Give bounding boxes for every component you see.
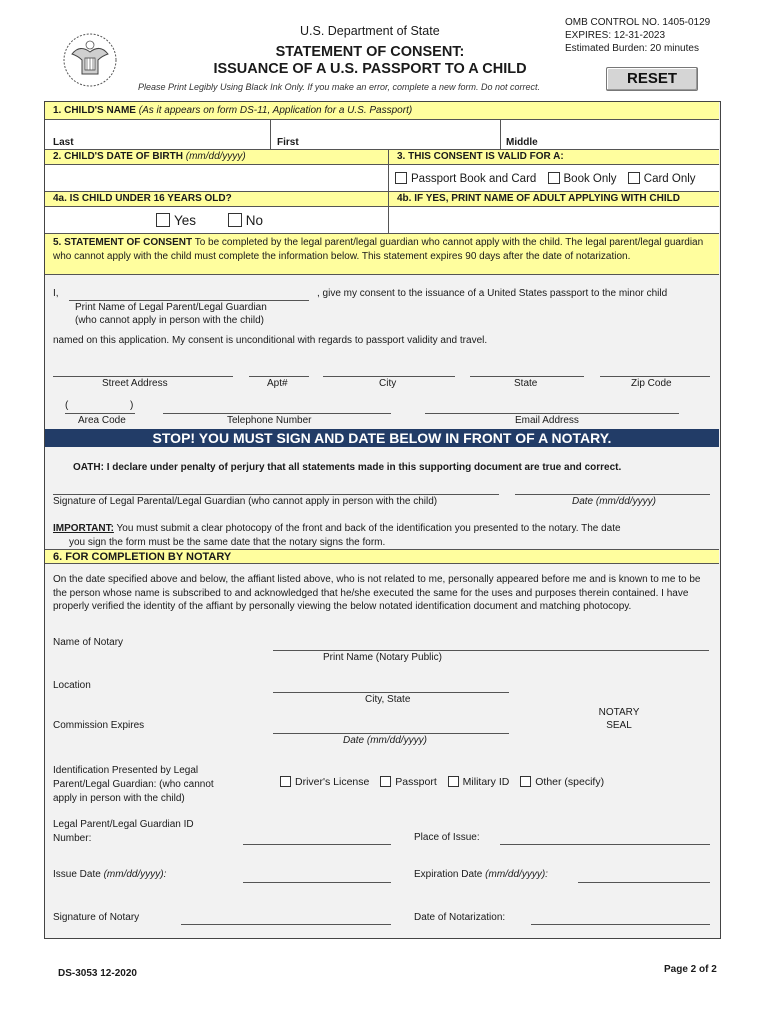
option-label: Driver's License [295, 776, 370, 788]
location-label: Location [53, 680, 91, 691]
zip-line[interactable] [600, 376, 710, 377]
id-number-line-2: Number: [53, 833, 92, 844]
child-name-input[interactable] [45, 120, 719, 150]
issue-date-label [53, 869, 166, 880]
divider [500, 120, 501, 150]
adult-name-input[interactable] [388, 207, 719, 233]
title-line-1: STATEMENT OF CONSENT: [275, 44, 465, 60]
expiration-date-note: (mm/dd/yyyy): [485, 869, 548, 880]
id-presented-label [53, 764, 214, 806]
city-label: City [379, 378, 397, 389]
option-other[interactable] [520, 776, 604, 788]
area-code-line[interactable] [65, 413, 135, 414]
section-4a-header [45, 191, 388, 207]
city-state-label: City, State [365, 694, 411, 705]
section-5-title: 5. STATEMENT OF CONSENT [53, 237, 193, 248]
form-title [170, 44, 570, 78]
option-drivers-license[interactable] [280, 776, 369, 788]
section-5-description: To be completed by the legal parent/legal guardian who cannot apply with the child. The legal parent/legal guardian who cannot apply with the child must complete the information below. This statement expires 90 days after the date of notarization. [53, 237, 704, 262]
street-label: Street Address [102, 378, 168, 389]
option-label: Passport [395, 776, 437, 788]
option-military-id[interactable] [448, 776, 510, 788]
checkbox-other[interactable] [520, 776, 531, 787]
expiration-date-label [414, 869, 548, 880]
section-3-title: 3. THIS CONSENT IS VALID FOR A: [397, 151, 564, 162]
option-no[interactable] [228, 213, 263, 228]
parent-signature-line[interactable] [53, 494, 499, 495]
section-6-header [45, 549, 719, 564]
section-6-title: 6. FOR COMPLETION BY NOTARY [53, 551, 232, 563]
notary-signature-line[interactable] [181, 924, 391, 925]
print-name-notary-label: Print Name (Notary Public) [323, 652, 442, 663]
notary-seal-line-1: NOTARY [598, 707, 640, 718]
commission-expires-line[interactable] [273, 733, 509, 734]
option-passport[interactable] [380, 776, 436, 788]
option-label: Other (specify) [535, 776, 605, 788]
place-of-issue-line[interactable] [500, 844, 710, 845]
title-line-2: ISSUANCE OF A U.S. PASSPORT TO A CHILD [213, 61, 527, 77]
date-of-notarization-label: Date of Notarization: [414, 912, 506, 923]
area-code-label: Area Code [78, 415, 126, 426]
divider [270, 120, 271, 150]
checkbox-no[interactable] [228, 213, 242, 227]
option-label: Book Only [563, 173, 617, 185]
omb-control-number: OMB CONTROL NO. 1405-0129 [565, 17, 711, 28]
email-line[interactable] [425, 413, 679, 414]
form-id: DS-3053 12-2020 [58, 968, 137, 979]
date-of-birth-input[interactable] [45, 165, 388, 191]
id-number-line-1: Legal Parent/Legal Guardian ID [53, 819, 194, 830]
notary-statement: On the date specified above and below, the affiant listed above, who is not related to me, personally appeared before me and is known to me to be the person whose name is subscribed to and acknowledged that he/she executed the same for the uses and purposes therein contained. I have properly verified the identity of the affiant by personally viewing the below notated identification document and matching photocopy. [53, 574, 701, 612]
area-paren-open: ( [65, 400, 69, 411]
expiration-date-line[interactable] [578, 882, 710, 883]
checkbox-book-only[interactable] [548, 172, 560, 184]
yes-label: Yes [174, 213, 197, 228]
checkbox-card-only[interactable] [628, 172, 640, 184]
signature-date-label: Date (mm/dd/yyyy) [572, 496, 656, 507]
department-name: U.S. Department of State [300, 24, 440, 38]
i-label: I, [53, 288, 59, 299]
section-4b-header [388, 191, 719, 207]
instructions: Please Print Legibly Using Black Ink Only. If you make an error, complete a new form. Do not correct. [138, 82, 541, 92]
form-body [44, 101, 721, 939]
option-label: Passport Book and Card [411, 173, 537, 185]
section-4a-title: 4a. IS CHILD UNDER 16 YEARS OLD? [53, 193, 232, 204]
print-name-label: Print Name of Legal Parent/Legal Guardian [75, 302, 267, 313]
location-line[interactable] [273, 692, 509, 693]
signature-of-notary-label: Signature of Notary [53, 912, 140, 923]
id-presented-line-1: Identification Presented by Legal [53, 765, 199, 776]
option-label: Military ID [462, 776, 510, 788]
consent-statement: , give my consent to the issuance of a United States passport to the minor child [317, 288, 668, 299]
consent-type-checkboxes [395, 172, 696, 185]
section-2-header [45, 149, 388, 165]
commission-date-label: Date (mm/dd/yyyy) [343, 735, 427, 746]
important-note [53, 523, 713, 534]
city-line[interactable] [323, 376, 455, 377]
print-name-note: (who cannot apply in person with the child) [75, 315, 264, 326]
option-yes[interactable] [156, 213, 196, 228]
name-of-notary-label: Name of Notary [53, 637, 124, 648]
notary-seal [594, 707, 644, 731]
street-address-line[interactable] [53, 376, 233, 377]
oath-statement: OATH: I declare under penalty of perjury that all statements made in this supporting document are true and correct. [73, 462, 622, 473]
telephone-label: Telephone Number [227, 415, 312, 426]
email-label: Email Address [515, 415, 579, 426]
first-name-label: First [277, 137, 299, 148]
option-book-only[interactable] [548, 173, 617, 185]
middle-name-label: Middle [506, 137, 538, 148]
apt-line[interactable] [249, 376, 309, 377]
section-5-header [45, 233, 719, 275]
notary-name-line[interactable] [273, 650, 709, 651]
area-paren-close: ) [130, 400, 134, 411]
section-2-title: 2. CHILD'S DATE OF BIRTH [53, 151, 183, 162]
signature-date-line[interactable] [515, 494, 710, 495]
zip-label: Zip Code [631, 378, 672, 389]
checkbox-military-id[interactable] [448, 776, 459, 787]
option-card-only[interactable] [628, 173, 696, 185]
option-label: Card Only [643, 173, 696, 185]
checkbox-passport[interactable] [380, 776, 391, 787]
state-line[interactable] [470, 376, 584, 377]
commission-expires-label: Commission Expires [53, 720, 145, 731]
id-type-checkboxes [280, 776, 612, 788]
omb-info [565, 16, 710, 55]
checkbox-book-and-card[interactable] [395, 172, 407, 184]
telephone-line[interactable] [163, 413, 391, 414]
state-label: State [514, 378, 538, 389]
notary-seal-line-2: SEAL [606, 720, 632, 731]
section-4b-title: 4b. IF YES, PRINT NAME OF ADULT APPLYING WITH CHILD [397, 193, 680, 204]
issue-date-text: Issue Date [53, 869, 101, 880]
option-book-and-card[interactable] [395, 173, 536, 185]
section-1-header [45, 102, 719, 120]
date-of-notarization-line[interactable] [531, 924, 710, 925]
expiration-date-text: Expiration Date [414, 869, 483, 880]
department-of-state-seal [60, 30, 120, 90]
id-presented-line-3: apply in person with the child) [53, 793, 185, 804]
parent-name-line[interactable] [69, 300, 309, 301]
section-3-header [388, 149, 719, 165]
section-2-note: (mm/dd/yyyy) [185, 151, 246, 162]
section-1-title: 1. CHILD'S NAME [53, 105, 136, 116]
last-name-label: Last [53, 137, 74, 148]
estimated-burden: Estimated Burden: 20 minutes [565, 43, 699, 54]
apt-label: Apt# [267, 378, 288, 389]
page-number: Page 2 of 2 [664, 964, 717, 975]
checkbox-drivers-license[interactable] [280, 776, 291, 787]
id-number-label [53, 818, 194, 846]
signature-label: Signature of Legal Parental/Legal Guardian (who cannot apply in person with the child) [53, 496, 438, 507]
expiration: EXPIRES: 12-31-2023 [565, 30, 666, 41]
issue-date-note: (mm/dd/yyyy): [103, 869, 167, 880]
issue-date-line[interactable] [243, 882, 391, 883]
id-presented-line-2: Parent/Legal Guardian: (who cannot [53, 779, 214, 790]
reset-button[interactable]: RESET [606, 67, 698, 91]
under-16-checkboxes [156, 213, 271, 228]
important-text-2: you sign the form must be the same date that the notary signs the form. [69, 537, 386, 548]
place-of-issue-label: Place of Issue: [414, 832, 480, 843]
stop-banner: STOP! YOU MUST SIGN AND DATE BELOW IN FRONT OF A NOTARY. [45, 429, 719, 447]
id-number-line[interactable] [243, 844, 391, 845]
important-text: You must submit a clear photocopy of the front and back of the identification you presented to the notary. The date [116, 523, 621, 534]
important-label: IMPORTANT: [53, 523, 114, 534]
checkbox-yes[interactable] [156, 213, 170, 227]
section-1-note: (As it appears on form DS-11, Application for a U.S. Passport) [138, 105, 413, 116]
named-statement: named on this application. My consent is unconditional with regards to passport validity and travel. [53, 335, 488, 346]
no-label: No [245, 213, 264, 228]
